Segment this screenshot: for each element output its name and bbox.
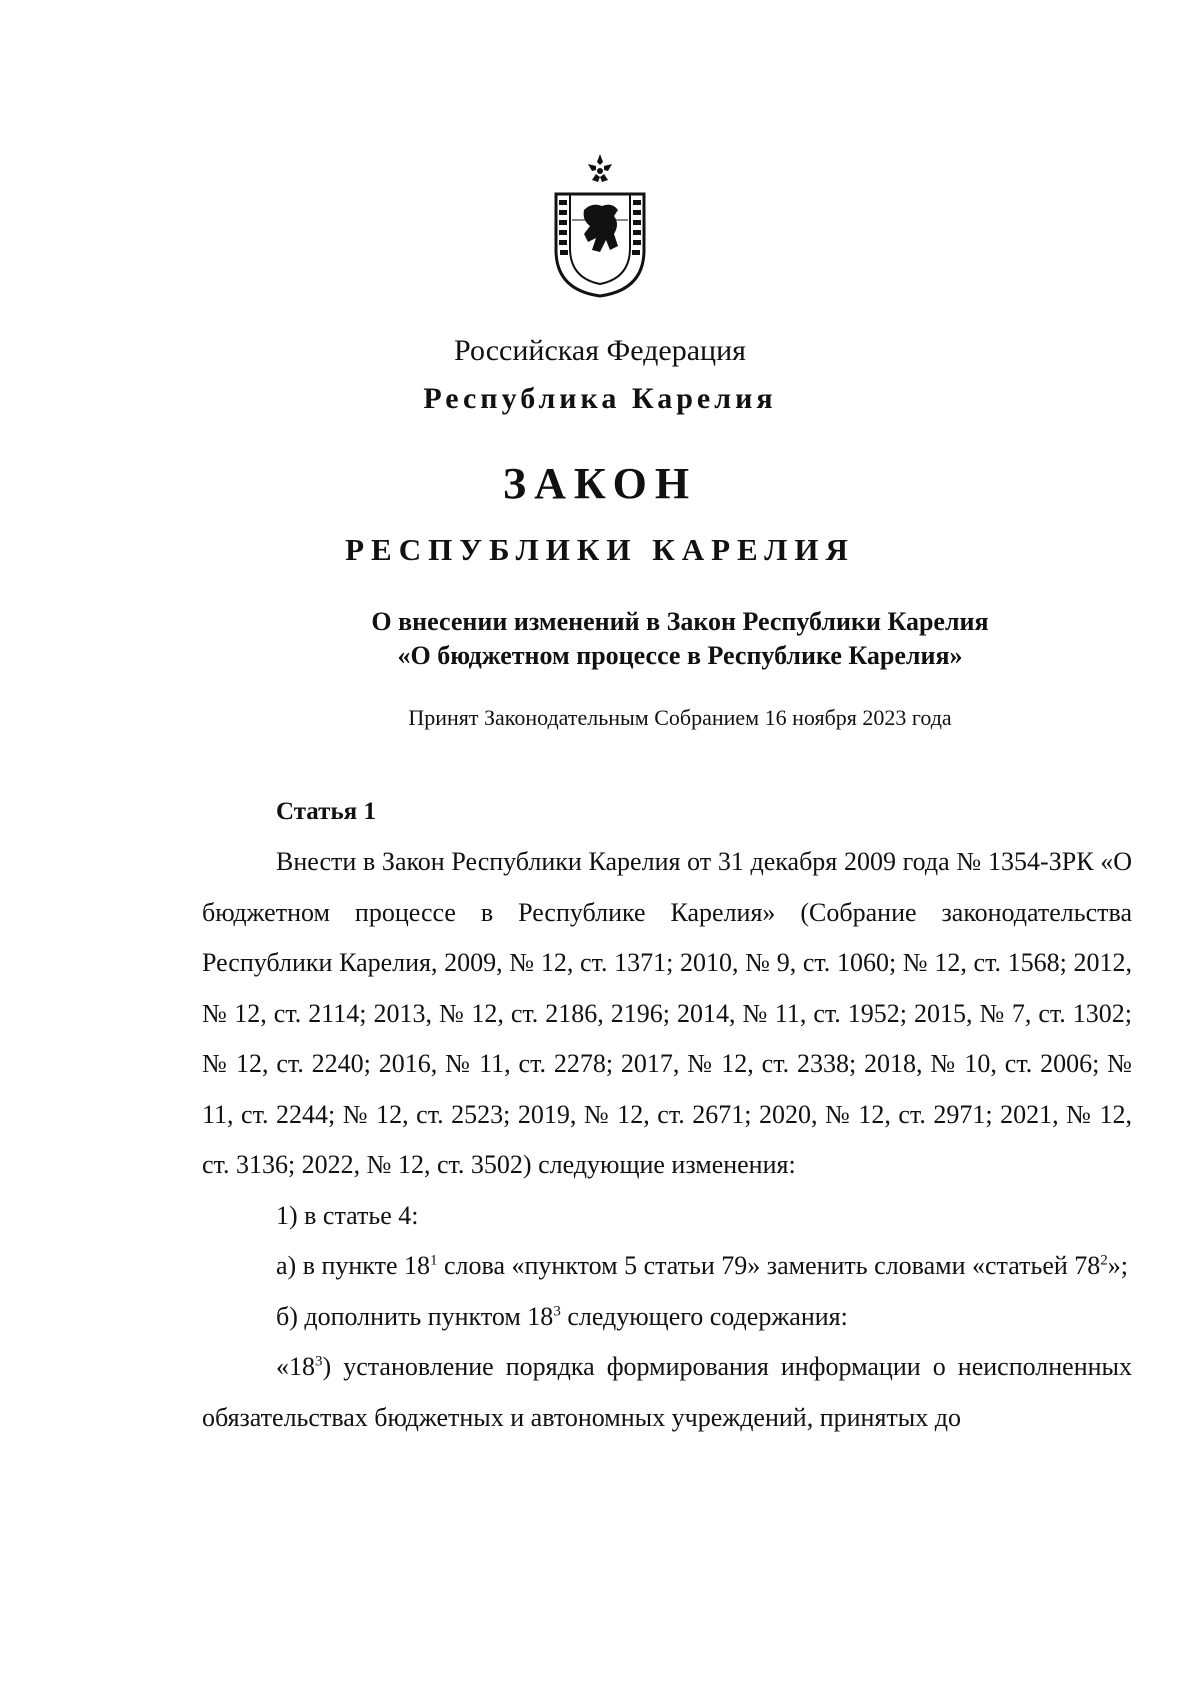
paragraph-2: 1) в статье 4: <box>276 1200 419 1230</box>
article-body <box>202 837 1132 1443</box>
coat-of-arms-emblem <box>548 150 652 298</box>
law-title-line-1: О внесении изменений в Закон Республики Карелия <box>371 607 989 636</box>
law-title <box>300 605 1060 673</box>
document-issuer: РЕСПУБЛИКИ КАРЕЛИЯ <box>345 532 855 567</box>
adoption-note: Принят Законодательным Собранием 16 ноября 2023 года <box>408 705 952 730</box>
paragraph-5: «$18^3$) установление порядка формирования информации о неисполненных обязательствах бюджетных и автономных учреждений, принятых до <box>202 1352 1132 1432</box>
paragraph-1: Внести в Закон Республики Карелия от 31 декабря 2009 года № 1354-ЗРК «О бюджетном процессе в Республике Карелия» (Собрание законодательства Республики Карелия, 2009, № 12, ст. 1371; 2010, № 9, ст. 1060; № 12, ст. 1568; 2012, № 12, ст. 2114; 2013, № 12, ст. 2186, 2196; 2014, № 11, ст. 1952; 2015, № 7, ст. 1302; № 12, ст. 2240; 2016, № 11, ст. 2278; 2017, № 12, ст. 2338; 2018, № 10, ст. 2006; № 11, ст. 2244; № 12, ст. 2523; 2019, № 12, ст. 2671; 2020, № 12, ст. 2971; 2021, № 12, ст. 3136; 2022, № 12, ст. 3502) следующие изменения: <box>202 847 1132 1179</box>
paragraph-3: а) в пункте $18^1$ слова «пунктом 5 статьи 79» заменить словами «статьей $78^2$»; <box>276 1251 1129 1280</box>
law-title-line-2: «О бюджетном процессе в Республике Карелия» <box>397 641 963 670</box>
republic-name: Республика Карелия <box>423 382 777 415</box>
paragraph-4: б) дополнить пунктом $18^3$ следующего содержания: <box>276 1301 848 1331</box>
document-type: ЗАКОН <box>502 459 698 508</box>
country-name: Российская Федерация <box>454 334 746 367</box>
article-heading: Статья 1 <box>276 798 376 825</box>
